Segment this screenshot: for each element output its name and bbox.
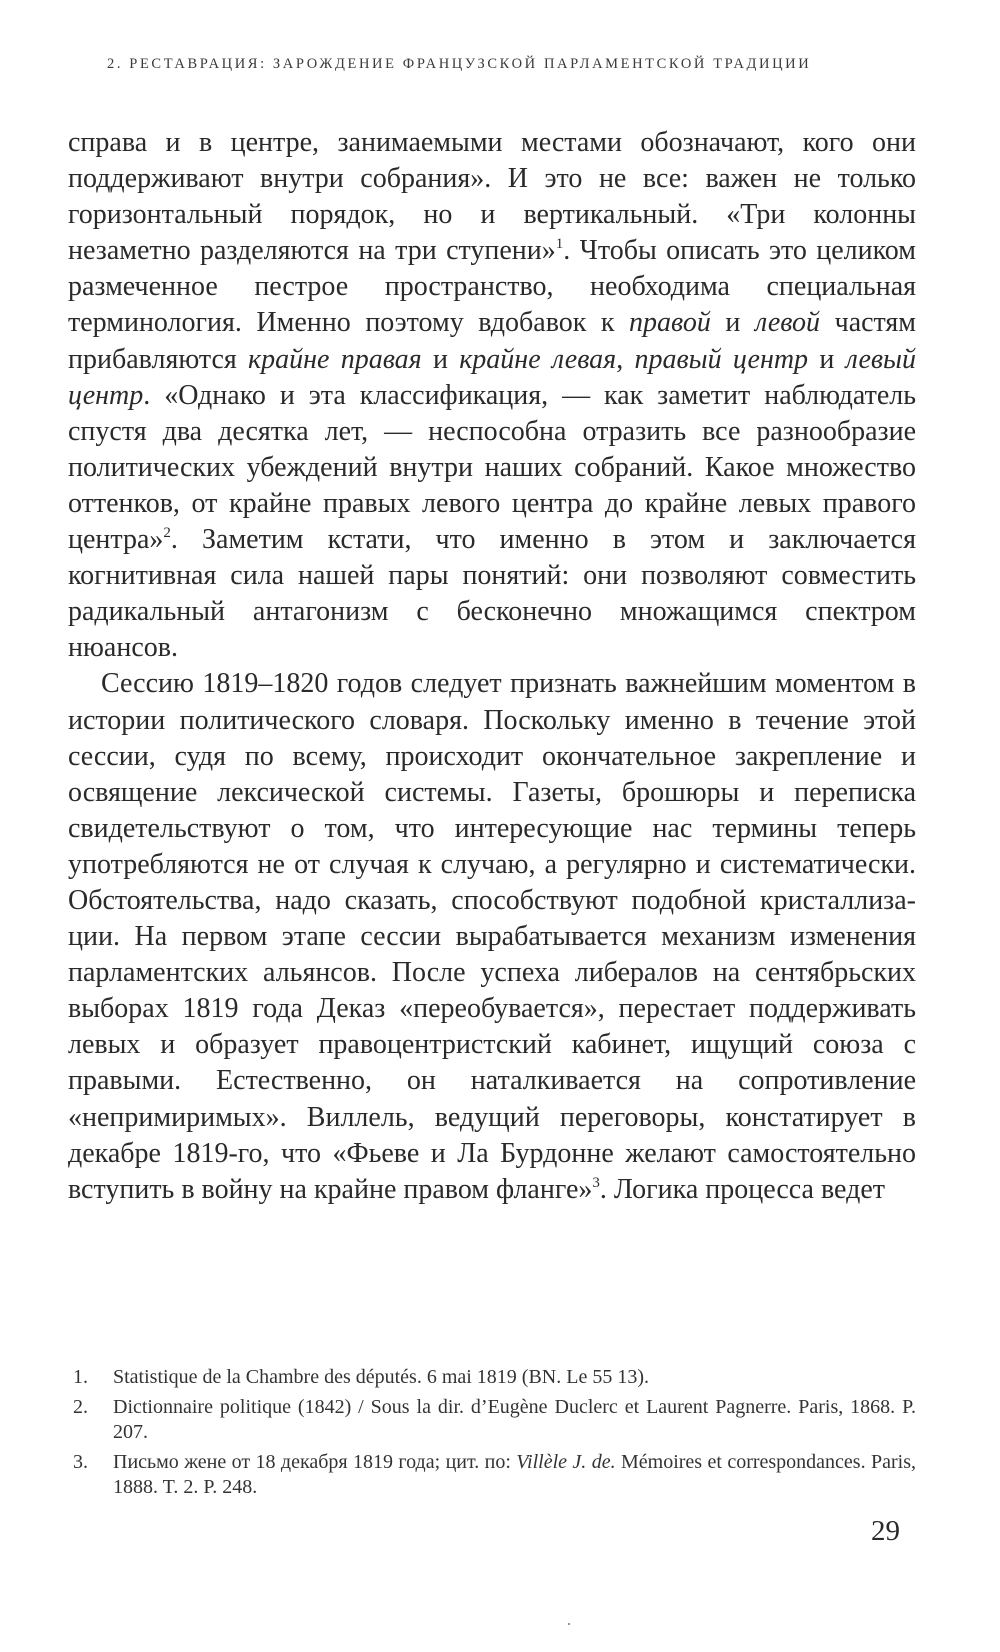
footnote-ref-3[interactable]: 3 (592, 1174, 600, 1191)
footnotes (68, 1365, 916, 1505)
text-run: и (710, 307, 755, 339)
text-run: . Чтобы описать это целиком размеченное пестрое пространство, необходима специальная терминология. Именно поэтому вдобавок к (68, 235, 916, 339)
italic-term: крайне правая (248, 343, 422, 375)
italic-term: левый центр (68, 343, 917, 411)
author-name: Villèle J. de. (516, 1451, 616, 1473)
text-run: Mémoires et correspondances. Paris, 1888. T. 2. P. 248. (113, 1451, 916, 1498)
italic-term: крайне левая (459, 343, 617, 375)
footnote-3 (68, 1450, 916, 1500)
footnote-text: Statistique de la Chambre des députés. 6 mai 1819 (BN. Le 55 13). (113, 1366, 650, 1388)
paragraph-2 (68, 666, 916, 1207)
italic-term: правый центр (634, 343, 809, 375)
text-run: частям прибавляются (68, 307, 917, 375)
italic-term: левой (754, 307, 821, 339)
text-run: справа и в центре, занимаемыми местами обозначают, кого они поддерживают внутри собрания». И это не все: важен не только горизонтальный порядок, но и вертикальный. «Три колонны незаметно разделяются на три ступени» (68, 127, 916, 267)
footnote-number: 2. (73, 1396, 88, 1418)
footnote-text (113, 1451, 916, 1498)
italic-term: правой (629, 307, 711, 339)
running-head: 2. РЕСТАВРАЦИЯ: ЗАРОЖДЕНИЕ ФРАНЦУЗСКОЙ ПАРЛАМЕНТСКОЙ ТРАДИЦИИ (107, 56, 812, 72)
text-run: Письмо жене от 18 декабря 1819 года; цит. по: (113, 1451, 517, 1473)
paragraph-1 (68, 125, 916, 666)
body-text (68, 125, 916, 1208)
text-run: и (808, 343, 846, 375)
footnote-text: Dictionnaire politique (1842) / Sous la dir. d’Eugène Duclerc et Laurent Pagnerre. Paris, 1868. P. 207. (113, 1396, 916, 1443)
print-speck (568, 1623, 570, 1625)
text-run: . «Однако и эта классификация, — как заметит наблюдатель спустя два десятка лет, — неспособна отразить все разнообразие политических убеждений внутри наших собраний. Какое множество оттенков, от крайне правых левого центра до крайне левых правого центра» (68, 379, 916, 556)
text-run: и (421, 343, 460, 375)
footnote-ref-1[interactable]: 1 (555, 236, 564, 253)
text-run: . Логика процесса ведет (599, 1173, 886, 1205)
footnote-ref-2[interactable]: 2 (163, 525, 171, 542)
footnote-number: 1. (73, 1366, 88, 1388)
footnote-2 (68, 1395, 916, 1445)
text-run: , (616, 343, 635, 375)
footnote-1 (68, 1365, 916, 1390)
page-number: 29 (871, 1515, 900, 1547)
text-run: Сессию 1819–1820 годов следует признать важнейшим моментом в истории политического словаря. Поскольку именно в течение этой сессии, судя по всему, происходит окончательное закрепление и освящение лексической системы. Газеты, брошюры и переписка свидетельствуют о том, что интересующие нас термины теперь употребляются не от случая к случаю, а регулярно и систематически. Обстоятельства, надо сказать, способствуют подобной кристаллизации. На первом этапе сессии вырабатывается механизм изменения парламентских альянсов. После успеха либералов на сентябрьских выборах 1819 года Деказ «переобувается», перестает поддерживать левых и образует правоцентристский кабинет, ищущий союза с правыми. Естественно, он наталкивается на сопротивление «непримиримых». Виллель, ведущий переговоры, констатирует в декабре 1819-го, что «Фьеве и Ла Бурдонне желают самостоятельно вступить в войну на крайне правом фланге» (68, 668, 916, 1205)
footnote-number: 3. (73, 1451, 88, 1473)
text-run: . Заметим кстати, что именно в этом и заключается когнитивная сила нашей пары понятий: они позволяют совместить радикальный антагонизм с бесконечно множащимся спектром нюансов. (68, 524, 916, 664)
